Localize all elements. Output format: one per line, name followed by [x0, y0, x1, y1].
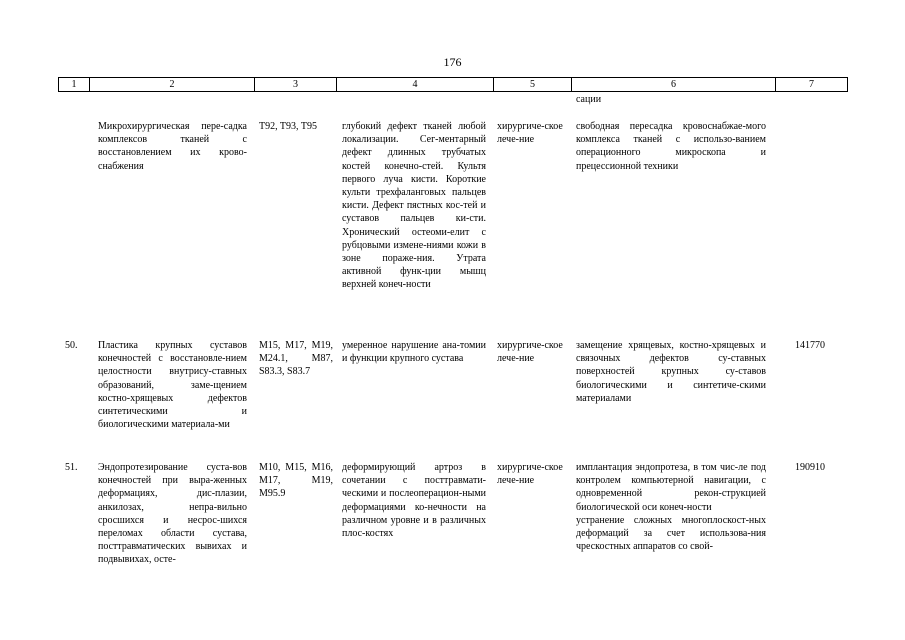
icd-codes: M15, M17, M19, M24.1, M87, S83.3, S83.7 — [259, 340, 333, 378]
page-number: 176 — [443, 55, 462, 69]
table-header — [58, 77, 848, 92]
header-col-3: 3 — [255, 78, 337, 91]
header-col-4: 4 — [337, 78, 494, 91]
treatment-method: замещение хрящевых, костно-хрящевых и связочных дефектов су-ставных поверхностей крупных су-ставов биологическими и синтетиче-скими материалами — [576, 340, 766, 404]
continued-cell: сации — [576, 94, 602, 105]
treatment-type: хирургиче-ское лече-ние — [497, 121, 563, 146]
procedure-name: Микрохирургическая пере-садка комплексов тканей с восстановлением их крово-снабжения — [98, 121, 247, 172]
header-col-1: 1 — [58, 78, 90, 91]
cost: 190910 — [795, 462, 825, 473]
icd-codes: T92, T93, T95 — [259, 121, 317, 132]
header-col-2: 2 — [90, 78, 255, 91]
patient-model: деформирующий артроз в сочетании с посттравмати-ческими и послеоперацион-ными деформациями ко-нечности на различном уровне и в различных плос-костях — [342, 462, 486, 540]
treatment-method-part-1: имплантация эндопротеза, в том чис-ле под контролем компьютерной навигации, с одновременной рекон-струкцией биологической оси конеч-ности — [576, 462, 766, 513]
row-number: 51. — [65, 462, 78, 473]
procedure-name: Эндопротезирование суста-вов конечностей при выра-женных деформациях, дис-плазии, анкилозах, непра-вильно сросшихся и несрос-шихся переломах области сустава, посттравматических вывихах и подвывихах, осте- — [98, 462, 247, 566]
treatment-method-part-2: устранение сложных многоплоскост-ных деформаций за счет использова-ния чрескостных аппаратов со свой- — [576, 514, 766, 553]
patient-model: умеренное нарушение ана-томии и функции крупного сустава — [342, 340, 486, 365]
patient-model: глубокий дефект тканей любой локализации. Сег-ментарный дефект длинных трубчатых костей конечно-стей. Культя первого луча кисти. Короткие культи трехфаланговых пальцев кисти. Дефект пястных кос-тей и суставов пальцев ки-сти. Хронический остеоми-елит с рубцовыми измене-ниями кожи в зоне пораже-ния. Утрата активной функ-ции мышц верхней конеч-ности — [342, 121, 486, 291]
icd-codes: M10, M15, M16, M17, M19, M95.9 — [259, 462, 333, 500]
cost: 141770 — [795, 340, 825, 351]
row-number: 50. — [65, 340, 78, 351]
treatment-type: хирургиче-ское лече-ние — [497, 462, 563, 487]
header-col-7: 7 — [776, 78, 848, 91]
procedure-name: Пластика крупных суставов конечностей с восстановле-нием целостности внутрису-ставных образований, заме-щением костно-хрящевых дефектов синтетическими и биологическими материала-ми — [98, 340, 247, 431]
header-col-5: 5 — [494, 78, 572, 91]
treatment-type: хирургиче-ское лече-ние — [497, 340, 563, 365]
header-col-6: 6 — [572, 78, 776, 91]
treatment-method — [576, 461, 766, 553]
treatment-method: свободная пересадка кровоснабжае-мого комплекса тканей с использо-ванием операционного микроскопа и прецессионной техники — [576, 121, 766, 172]
